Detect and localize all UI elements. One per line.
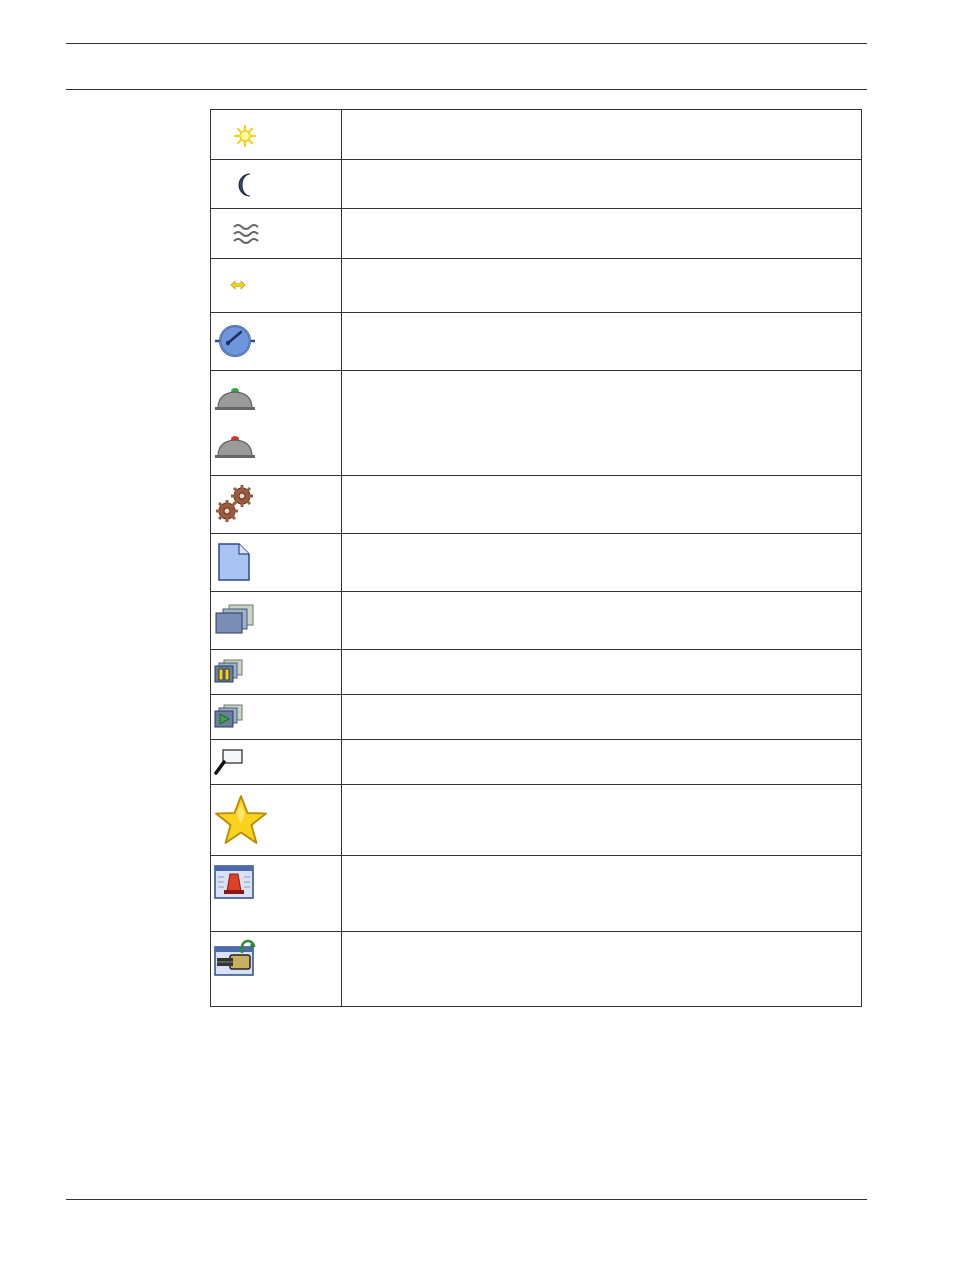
description-cell — [342, 740, 862, 785]
icon-cell — [211, 932, 342, 1007]
table-row — [211, 110, 862, 160]
description-cell — [342, 650, 862, 695]
stacked-windows-icon — [215, 604, 255, 634]
sequence-play-icon — [214, 704, 244, 728]
icon-cell — [211, 856, 342, 932]
description-cell — [342, 476, 862, 534]
table-row — [211, 856, 862, 932]
icon-cell — [211, 110, 342, 160]
description-cell — [342, 313, 862, 371]
table-row — [211, 932, 862, 1007]
gears-icon — [214, 484, 256, 524]
icon-cell — [211, 740, 342, 785]
double-arrow-icon — [230, 280, 246, 290]
header-rule-top — [66, 43, 867, 44]
bell-red-icon — [214, 432, 256, 460]
icon-cell — [211, 371, 342, 476]
table-row — [211, 740, 862, 785]
table-row — [211, 371, 862, 476]
icon-cell — [211, 650, 342, 695]
description-cell — [342, 856, 862, 932]
description-cell — [342, 592, 862, 650]
star-icon — [214, 794, 268, 846]
description-cell — [342, 534, 862, 592]
icon-cell — [211, 313, 342, 371]
magnifier-icon — [214, 749, 244, 775]
header-rule-bottom — [66, 89, 867, 90]
alarm-window-icon — [214, 865, 254, 899]
sun-icon — [233, 124, 257, 148]
description-cell — [342, 259, 862, 313]
description-cell — [342, 160, 862, 209]
table-row — [211, 534, 862, 592]
icon-cell — [211, 592, 342, 650]
description-cell — [342, 371, 862, 476]
icon-cell — [211, 695, 342, 740]
unlock-window-icon — [214, 939, 256, 977]
waves-icon — [233, 222, 259, 246]
icon-table — [210, 109, 862, 1007]
description-cell — [342, 110, 862, 160]
bell-green-icon — [214, 384, 256, 412]
table-row — [211, 259, 862, 313]
icon-cell — [211, 785, 342, 856]
description-cell — [342, 209, 862, 259]
table-row — [211, 313, 862, 371]
table-row — [211, 160, 862, 209]
table-row — [211, 209, 862, 259]
description-cell — [342, 695, 862, 740]
moon-icon — [235, 172, 257, 198]
document-icon — [217, 543, 251, 581]
footer-rule — [66, 1199, 867, 1200]
table-row — [211, 650, 862, 695]
sequence-pause-icon — [214, 659, 244, 683]
description-cell — [342, 932, 862, 1007]
icon-cell — [211, 209, 342, 259]
table-row — [211, 785, 862, 856]
icon-cell — [211, 259, 342, 313]
table-row — [211, 592, 862, 650]
icon-cell — [211, 160, 342, 209]
icon-cell — [211, 534, 342, 592]
table-row — [211, 695, 862, 740]
description-cell — [342, 785, 862, 856]
table-row — [211, 476, 862, 534]
icon-cell — [211, 476, 342, 534]
switch-icon — [214, 322, 256, 360]
